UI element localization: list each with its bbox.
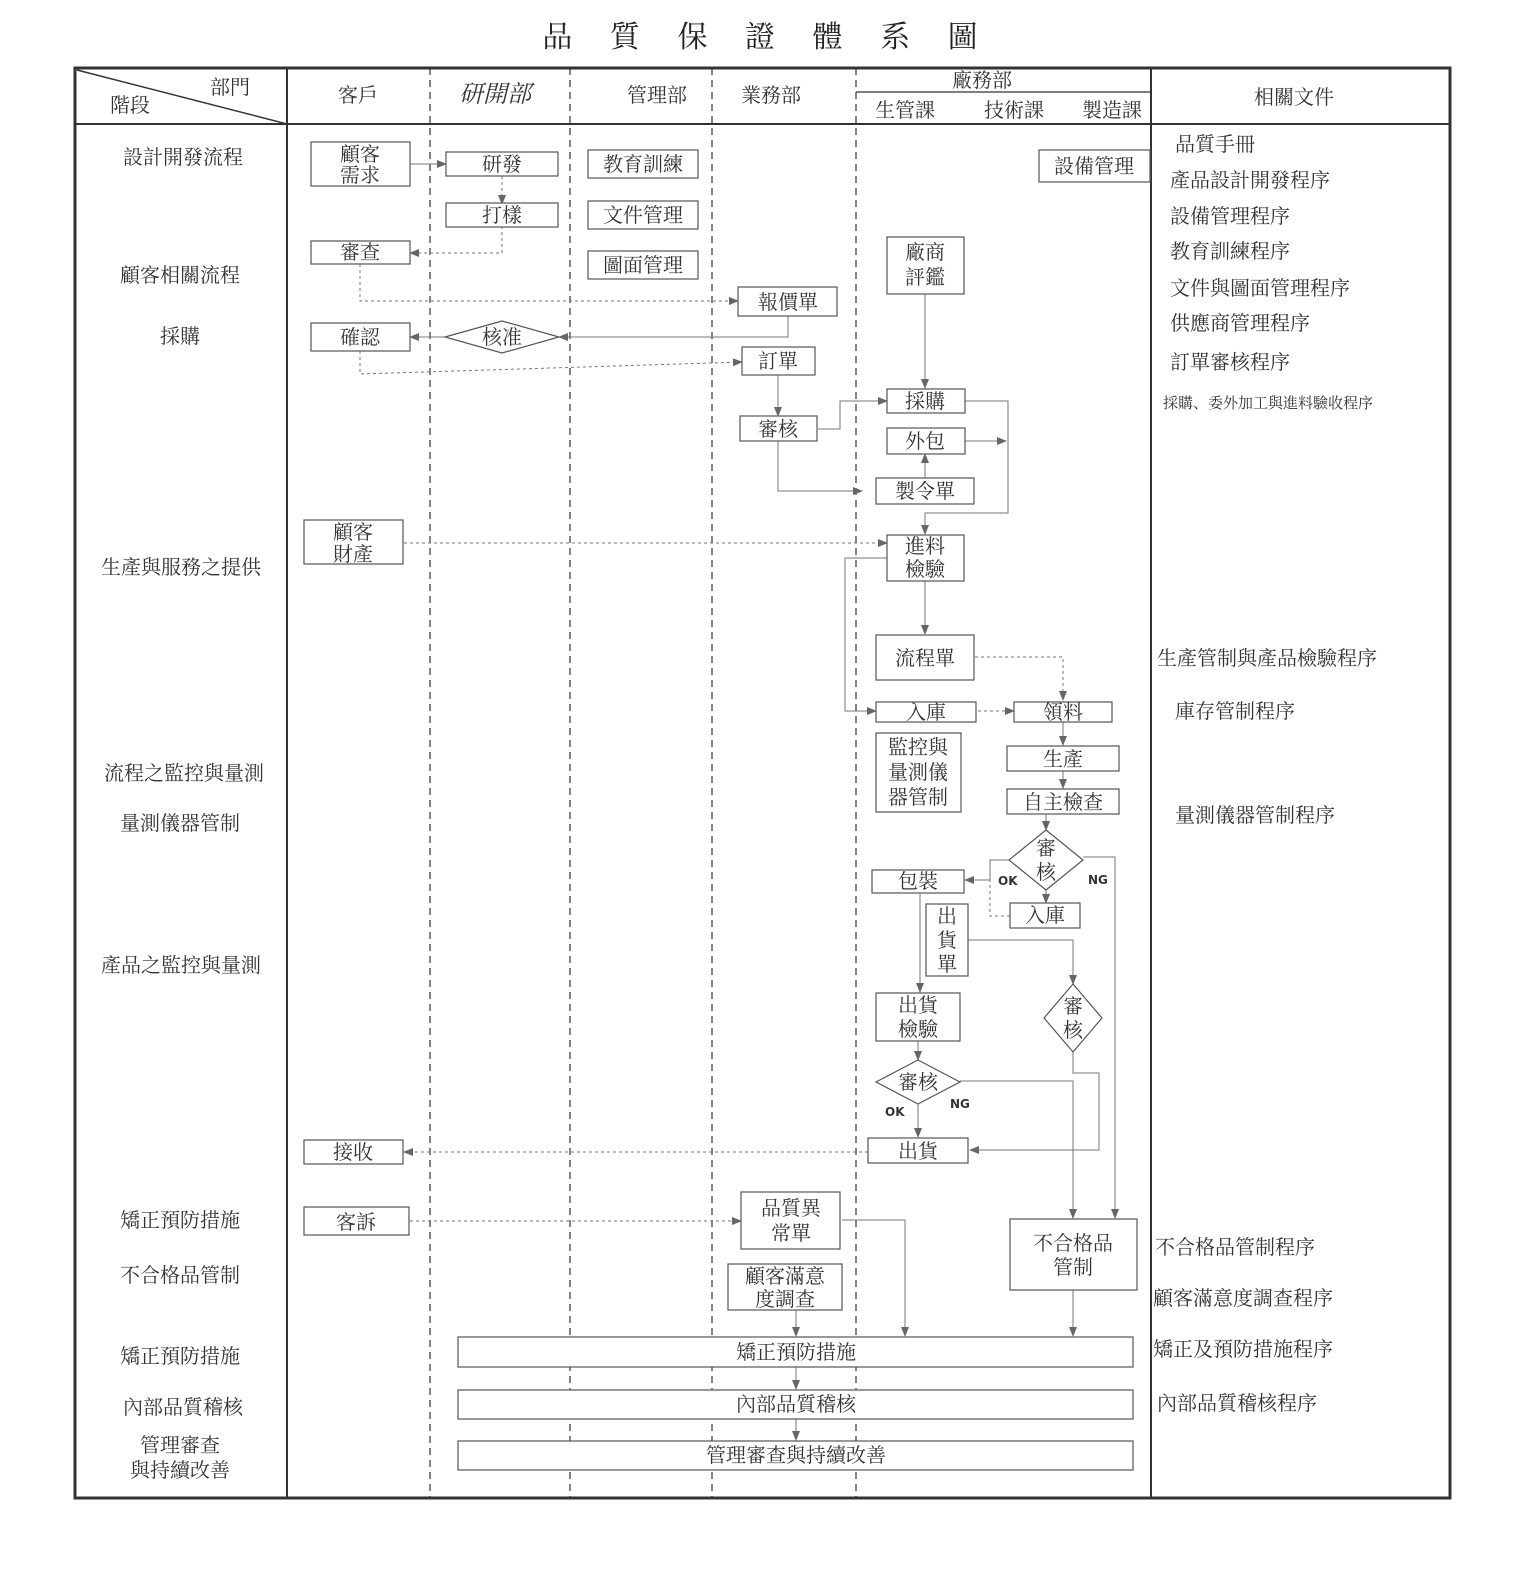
doc-label: 內部品質稽核程序: [1157, 1391, 1317, 1415]
stage-label: 設計開發流程: [123, 145, 243, 169]
node-label: 監控與: [888, 735, 948, 759]
stage-label: 產品之監控與量測: [101, 953, 261, 977]
node-label: 流程單: [895, 646, 955, 670]
dept-customer: 客戶: [338, 83, 378, 107]
doc-label: 文件與圖面管理程序: [1170, 276, 1350, 300]
node-label: 外包: [905, 429, 945, 453]
node-label: 製令單: [895, 479, 955, 503]
node-label: 單: [937, 952, 957, 976]
node-label: 出貨: [898, 1139, 938, 1163]
node-label: 器管制: [888, 785, 948, 809]
connector: [842, 1220, 905, 1336]
stage-label: 矯正預防措施: [120, 1208, 240, 1232]
ng-label: NG: [950, 1097, 970, 1111]
node-label: 圖面管理: [603, 253, 683, 277]
node-label: 出貨: [898, 993, 938, 1017]
node-label: 核: [1036, 860, 1056, 884]
stage-label: 不合格品管制: [120, 1263, 240, 1287]
stage-label: 矯正預防措施: [120, 1344, 240, 1368]
dept-manufacturing: 製造課: [1082, 98, 1142, 122]
node-label: 出: [937, 904, 957, 928]
doc-label: 設備管理程序: [1170, 204, 1290, 228]
node-label: 接收: [333, 1140, 373, 1164]
stage-label: 顧客相關流程: [120, 263, 240, 287]
corner-stage-label: 階段: [110, 93, 150, 117]
node-label: 管制: [1053, 1255, 1093, 1279]
node-label: 品質異: [761, 1196, 821, 1220]
node-label: 管理審查與持續改善: [706, 1443, 886, 1467]
ok-label: OK: [998, 874, 1018, 888]
docs-header: 相關文件: [1254, 85, 1334, 109]
doc-label: 教育訓練程序: [1170, 239, 1290, 263]
doc-label: 供應商管理程序: [1170, 311, 1310, 335]
node-label: 教育訓練: [603, 152, 683, 176]
stage-label: 流程之監控與量測: [104, 761, 264, 785]
node-label: 顧客: [333, 520, 373, 544]
doc-label: 產品設計開發程序: [1170, 168, 1330, 192]
doc-label: 矯正及預防措施程序: [1153, 1337, 1333, 1361]
node-label: 自主檢查: [1023, 790, 1103, 814]
node-label: 內部品質稽核: [736, 1392, 856, 1416]
node-label: 常單: [771, 1221, 811, 1245]
node-label: 廠商: [905, 240, 945, 264]
node-label: 核: [1063, 1018, 1083, 1042]
doc-label: 品質手冊: [1175, 132, 1255, 156]
doc-label: 量測儀器管制程序: [1175, 803, 1335, 827]
node-label: 審: [1063, 994, 1083, 1018]
node-label: 度調查: [755, 1287, 815, 1311]
connector: [970, 1052, 1099, 1150]
connector: [360, 351, 742, 374]
page-title: 品 質 保 證 體 系 圖: [542, 20, 992, 55]
node-label: 入庫: [906, 700, 946, 724]
node-label: 審查: [340, 240, 380, 264]
ok-label: OK: [885, 1105, 905, 1119]
connector: [968, 940, 1073, 984]
node-label: 文件管理: [603, 203, 683, 227]
doc-label: 庫存管制程序: [1175, 699, 1295, 723]
node-label: 設備管理: [1054, 154, 1134, 178]
connector: [778, 441, 862, 491]
doc-label: 訂單審核程序: [1170, 350, 1290, 374]
node-label: 評鑑: [905, 265, 945, 289]
dept-factory: 廠務部: [952, 68, 1012, 92]
dept-production-control: 生管課: [875, 98, 935, 122]
stage-label: 內部品質稽核: [123, 1395, 243, 1419]
node-label: 貨: [937, 928, 957, 952]
stage-label: 與持續改善: [130, 1458, 230, 1482]
node-label: 領料: [1043, 700, 1083, 724]
dept-management: 管理部: [627, 83, 687, 107]
connector: [925, 401, 1008, 534]
corner-diagonal: [77, 70, 287, 124]
dept-rd: 研開部: [459, 80, 531, 108]
node-label: 不合格品: [1033, 1231, 1113, 1255]
node-label: 包裝: [898, 869, 938, 893]
node-label: 審核: [898, 1070, 938, 1094]
stage-label: 量測儀器管制: [120, 811, 240, 835]
corner-dept-label: 部門: [210, 75, 250, 99]
connectors: [360, 164, 1115, 1440]
node-label: 打樣: [482, 203, 522, 227]
node-label: 顧客: [340, 142, 380, 166]
stage-label: 生產與服務之提供: [101, 555, 261, 579]
node-label: 客訴: [336, 1210, 376, 1234]
node-label: 入庫: [1025, 903, 1065, 927]
ng-label: NG: [1088, 873, 1108, 887]
node-label: 檢驗: [905, 557, 945, 581]
node-label: 審: [1036, 836, 1056, 860]
doc-label: 採購、委外加工與進料驗收程序: [1163, 394, 1374, 412]
node-label: 訂單: [758, 349, 798, 373]
connector: [410, 226, 502, 253]
node-label: 研發: [482, 152, 522, 176]
stage-label: 採購: [160, 324, 200, 348]
stage-label: 管理審查: [140, 1433, 220, 1457]
node-label: 報價單: [758, 290, 818, 314]
node-label: 顧客滿意: [745, 1264, 825, 1288]
node-label: 量測儀: [888, 760, 948, 784]
connector: [818, 401, 887, 429]
connector: [975, 657, 1063, 700]
node-label: 矯正預防措施: [736, 1340, 856, 1364]
doc-label: 生產管制與產品檢驗程序: [1157, 646, 1377, 670]
node-label: 檢驗: [898, 1017, 938, 1041]
connector: [1083, 857, 1115, 1218]
node-label: 核准: [482, 325, 522, 349]
node-label: 需求: [340, 163, 380, 187]
dept-technical: 技術課: [984, 98, 1044, 122]
node-label: 生產: [1043, 747, 1083, 771]
connector: [559, 316, 788, 337]
doc-label: 不合格品管制程序: [1155, 1235, 1315, 1259]
node-label: 財產: [333, 542, 373, 566]
dept-sales: 業務部: [741, 83, 801, 107]
node-label: 確認: [340, 325, 380, 349]
doc-label: 顧客滿意度調查程序: [1153, 1286, 1333, 1310]
node-label: 審核: [758, 417, 798, 441]
node-label: 進料: [905, 534, 945, 558]
node-label: 採購: [905, 389, 945, 413]
